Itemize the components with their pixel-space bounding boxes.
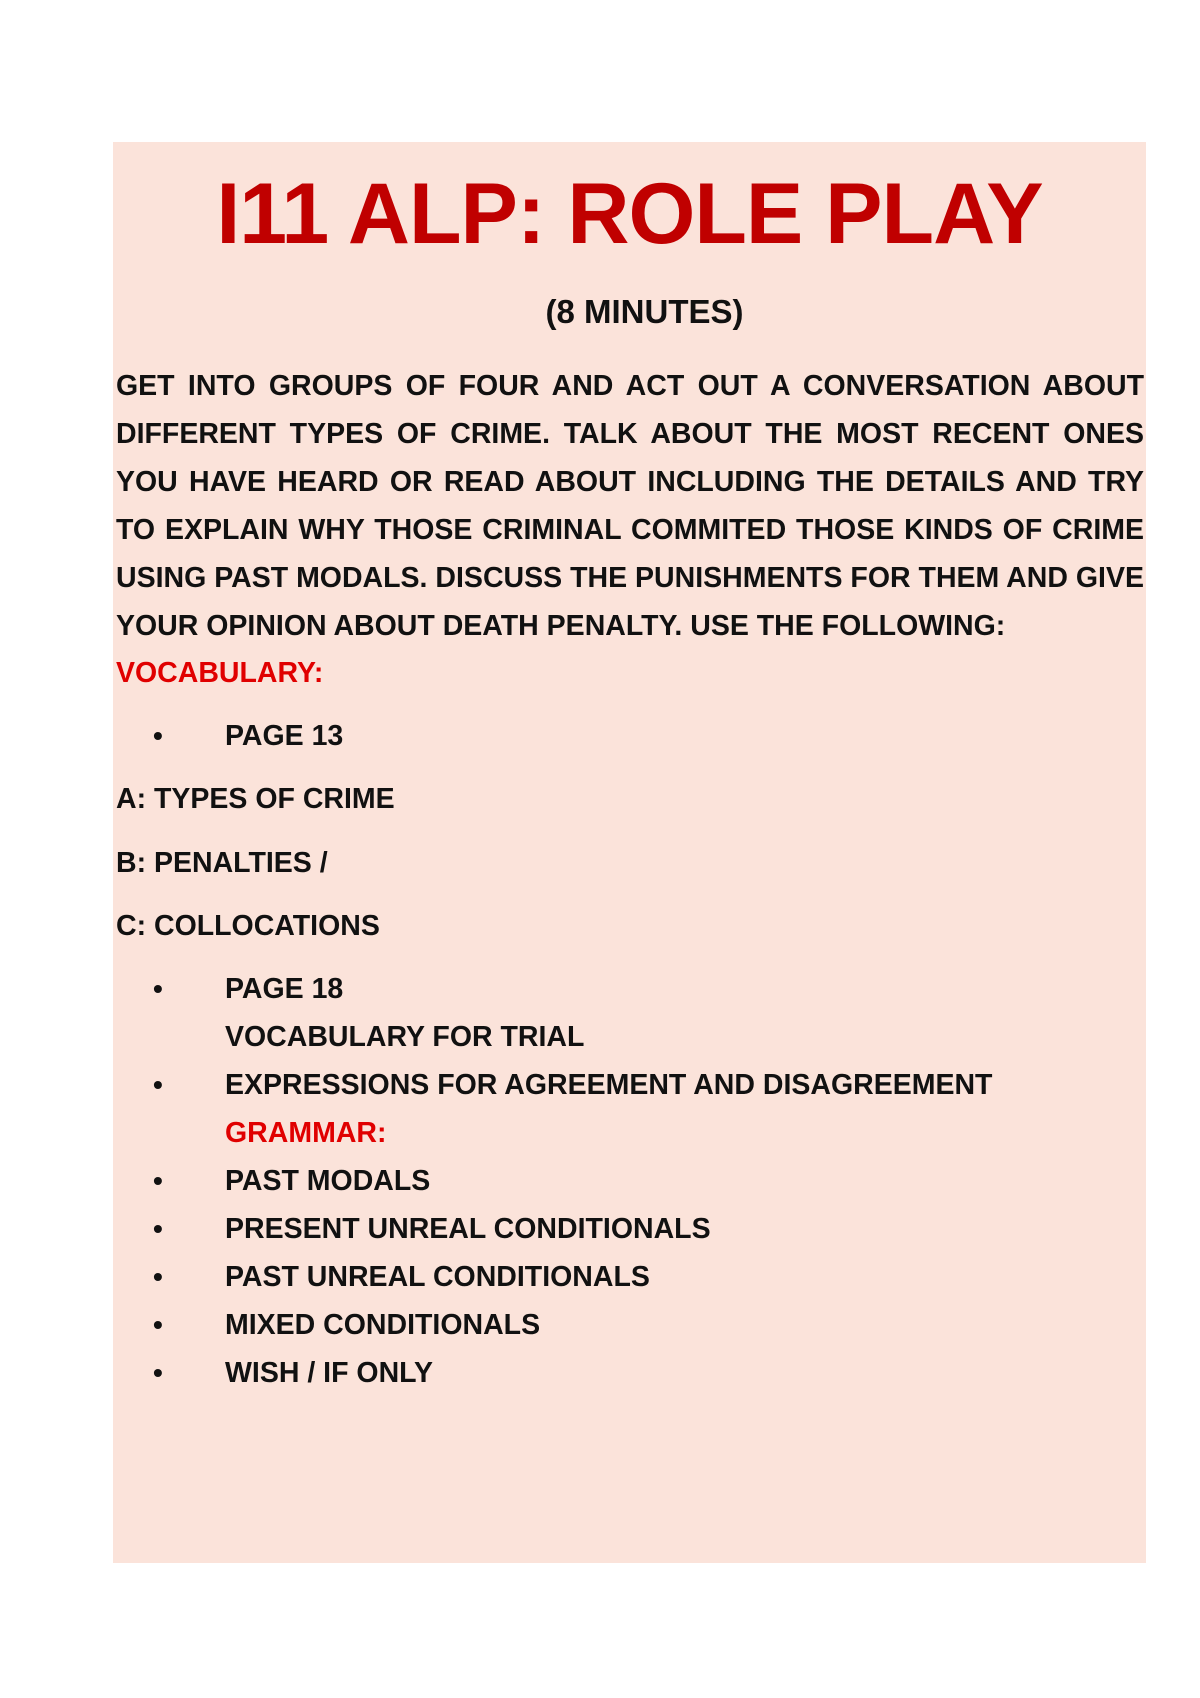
bullet-icon: • [153,973,163,1004]
instructions-paragraph: GET INTO GROUPS OF FOUR AND ACT OUT A CONVERSATION ABOUT DIFFERENT TYPES OF CRIME. TALK ABOUT THE MOST RECENT ONES YOU HAVE HEARD OR READ ABOUT INCLUDING THE DETAILS AND TRY TO EXPLAIN WHY THOSE CRIMINAL COMMITED THOSE KINDS OF CRIME USING PAST MODALS. DISCUSS THE PUNISHMENTS FOR THEM AND GIVE YOUR OPINION ABOUT DEATH PENALTY. USE THE FOLLOWING: [116,370,1144,642]
page-title: I11 ALP: ROLE PLAY [216,166,1043,262]
vocabulary-heading: VOCABULARY: [116,657,324,689]
bullet-icon: • [153,1069,163,1100]
list-item-label: MIXED CONDITIONALS [225,1309,541,1341]
bullet-icon: • [153,720,163,751]
list-item-label: VOCABULARY FOR TRIAL [225,1021,585,1053]
grammar-heading: GRAMMAR: [225,1117,387,1149]
bullet-icon: • [153,1357,163,1388]
bullet-icon: • [153,1213,163,1244]
list-item-label: EXPRESSIONS FOR AGREEMENT AND DISAGREEMENT [225,1069,993,1101]
duration-subtitle: (8 MINUTES) [545,293,744,330]
vocabulary-item-b: B: PENALTIES / [116,847,328,879]
vocabulary-item-c: C: COLLOCATIONS [116,910,380,942]
list-item-label: PAST MODALS [225,1165,431,1197]
list-item-label: PRESENT UNREAL CONDITIONALS [225,1213,711,1245]
bullet-icon: • [153,1309,163,1340]
bullet-icon: • [153,1165,163,1196]
list-item-label: PAST UNREAL CONDITIONALS [225,1261,650,1293]
role-play-card [113,142,1146,1563]
list-item-label: PAGE 18 [225,973,344,1005]
vocabulary-item-a: A: TYPES OF CRIME [116,783,395,815]
list-item-label: WISH / IF ONLY [225,1357,433,1389]
list-item-label: PAGE 13 [225,720,344,752]
bullet-icon: • [153,1261,163,1292]
